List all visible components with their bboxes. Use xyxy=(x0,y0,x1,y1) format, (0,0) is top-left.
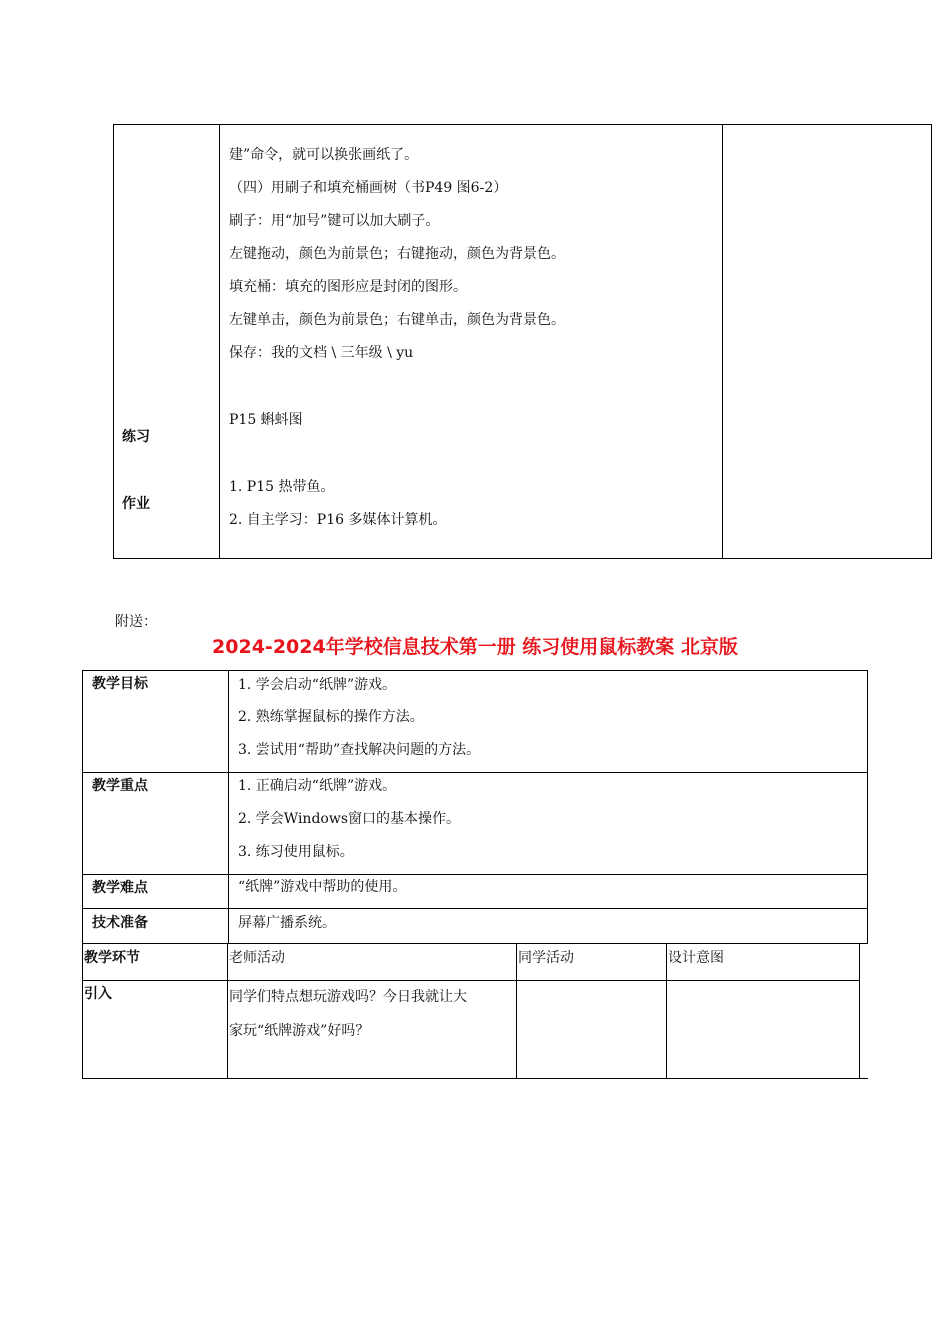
content-line: 填充桶：填充的图形应是封闭的图形。 xyxy=(229,279,467,295)
objective-item: 3. 尝试用“帮助”查找解决问题的方法。 xyxy=(238,742,481,758)
header-student: 同学活动 xyxy=(518,950,574,966)
intro-teacher-line: 家玩“纸牌游戏”好吗？ xyxy=(229,1023,370,1039)
homework-item: 2. 自主学习：P16 多媒体计算机。 xyxy=(229,512,447,528)
key-points-label: 教学重点 xyxy=(92,778,148,794)
practice-text: P15 蝌蚪图 xyxy=(229,412,303,428)
homework-label: 作业 xyxy=(122,496,150,512)
intro-teacher-line: 同学们特点想玩游戏吗？今日我就让大 xyxy=(229,989,467,1005)
homework-item: 1. P15 热带鱼。 xyxy=(229,479,335,495)
document-title: 2024-2024年学校信息技术第一册 练习使用鼠标教案 北京版 xyxy=(212,636,738,658)
objectives-label: 教学目标 xyxy=(92,676,148,692)
header-stage: 教学环节 xyxy=(84,950,140,966)
key-point-item: 1. 正确启动“纸牌”游戏。 xyxy=(238,778,397,794)
difficulty-text: “纸牌”游戏中帮助的使用。 xyxy=(238,879,407,895)
key-point-item: 2. 学会Windows窗口的基本操作。 xyxy=(238,811,461,827)
intro-label: 引入 xyxy=(84,986,112,1002)
key-point-item: 3. 练习使用鼠标。 xyxy=(238,844,354,860)
content-line: 保存：我的文档 \ 三年级 \ yu xyxy=(229,345,414,361)
preparation-label: 技术准备 xyxy=(92,915,148,931)
content-line: 建”命令，就可以换张画纸了。 xyxy=(229,147,419,163)
practice-label: 练习 xyxy=(122,429,150,445)
header-teacher: 老师活动 xyxy=(229,950,285,966)
content-line: （四）用刷子和填充桶画树（书P49 图6-2） xyxy=(229,180,508,196)
content-line: 左键拖动，颜色为前景色；右键拖动，颜色为背景色。 xyxy=(229,246,565,262)
content-line: 刷子：用“加号”键可以加大刷子。 xyxy=(229,213,440,229)
header-intent: 设计意图 xyxy=(668,950,724,966)
objective-item: 2. 熟练掌握鼠标的操作方法。 xyxy=(238,709,424,725)
difficulty-label: 教学难点 xyxy=(92,880,148,896)
objective-item: 1. 学会启动“纸牌”游戏。 xyxy=(238,677,397,693)
preparation-text: 屏幕广播系统。 xyxy=(238,915,336,931)
appendix-label: 附送： xyxy=(115,614,157,630)
content-line: 左键单击，颜色为前景色；右键单击，颜色为背景色。 xyxy=(229,312,565,328)
